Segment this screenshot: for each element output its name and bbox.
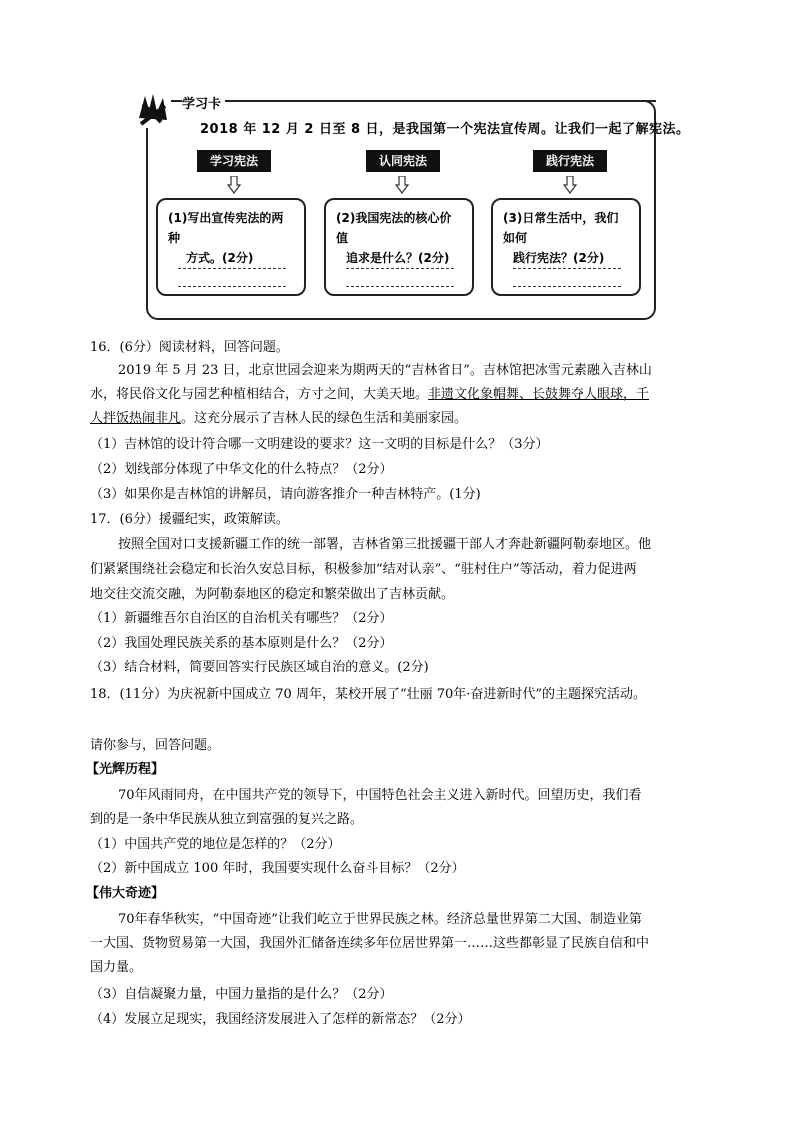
down-arrow-icon	[563, 176, 577, 194]
question-18-paragraph: 一大国、货物贸易第一大国，我国外汇储备连续多年位居世界第一……这些都彰显了民族自信和中	[90, 936, 650, 951]
question-box-3	[491, 198, 641, 296]
answer-line	[513, 268, 621, 269]
down-arrow-icon	[227, 176, 241, 194]
question-16-sub-1: （1）吉林馆的设计符合哪一文明建设的要求？这一文明的目标是什么？（3分）	[90, 437, 549, 452]
question-18-invite: 请你参与，回答问题。	[90, 738, 221, 753]
card-title: 学习卡	[182, 93, 225, 112]
answer-line	[178, 268, 286, 269]
answer-line	[513, 286, 621, 287]
question-18-paragraph: 70年风雨同舟，在中国共产党的领导下，中国特色社会主义进入新时代。回望历史，我们看	[118, 788, 642, 803]
answer-line	[346, 268, 454, 269]
section-heading-miracle: 【伟大奇迹】	[86, 886, 165, 901]
column-heading-study: 学习宪法	[197, 150, 271, 172]
question-text: (3)日常生活中，我们如何	[503, 211, 619, 245]
question-18-sub-2: （2）新中国成立 100 年时，我国要实现什么奋斗目标？（2分）	[90, 861, 465, 876]
question-16-sub-3: （3）如果你是吉林馆的讲解员，请向游客推介一种吉林特产。(1分)	[90, 487, 481, 502]
card-intro: 2018 年 12 月 2 日至 8 日，是我国第一个宪法宣传周。让我们一起了解宪法。	[200, 122, 690, 137]
text-span: 。这充分展示了吉林人民的绿色生活和美丽家园。	[181, 411, 468, 426]
question-18-paragraph: 国力量。	[90, 960, 143, 975]
question-17-paragraph: 按照全国对口支援新疆工作的统一部署，吉林省第三批援疆干部人才奔赴新疆阿勒泰地区。他	[118, 537, 652, 552]
question-18-sub-1: （1）中国共产党的地位是怎样的？（2分）	[90, 837, 341, 852]
question-text: 追求是什么？(2分)	[346, 251, 450, 265]
underlined-text: 人拌饭热闹非凡	[90, 411, 182, 426]
column-heading-practice: 践行宪法	[533, 150, 607, 172]
section-heading-glorious: 【光辉历程】	[86, 762, 165, 777]
answer-line	[178, 286, 286, 287]
question-16-paragraph: 2019 年 5 月 23 日，北京世园会迎来为期两天的“吉林省日”。吉林馆把冰雪元素融入吉林山	[118, 363, 652, 378]
question-17-sub-2: （2）我国处理民族关系的基本原则是什么？（2分）	[90, 636, 393, 651]
question-text: (2)我国宪法的核心价值	[336, 211, 452, 245]
question-text: (1)写出宣传宪法的两种	[168, 211, 284, 245]
column-heading-identify: 认同宪法	[366, 150, 440, 172]
question-18-sub-4: （4）发展立足现实，我国经济发展进入了怎样的新常态？（2分）	[90, 1012, 471, 1027]
question-box-2	[324, 198, 474, 296]
card-top-rule	[244, 100, 656, 102]
question-17-sub-3: （3）结合材料，简要回答实行民族区域自治的意义。(2分)	[90, 660, 429, 675]
question-18-paragraph: 70年春华秋实，“中国奇迹”让我们屹立于世界民族之林。经济总量世界第二大国、制造业第	[118, 912, 642, 927]
underlined-text: 非遗文化象帽舞、长鼓舞夺人眼球，千	[428, 387, 650, 402]
question-18-heading: 18．(11分）为庆祝新中国成立 70 周年，某校开展了“壮丽 70年·奋进新时代”的主题探究活动。	[90, 687, 647, 702]
question-17-paragraph: 们紧紧围绕社会稳定和长治久安总目标，积极参加“结对认亲”、“驻村住户”等活动，着力促进两	[90, 562, 637, 577]
down-arrow-icon	[395, 176, 409, 194]
question-text: 方式。(2分)	[186, 251, 254, 265]
question-17-paragraph: 地交往交流交融，为阿勒泰地区的稳定和繁荣做出了吉林贡献。	[90, 587, 455, 602]
answer-line	[346, 286, 454, 287]
question-18-paragraph: 到的是一条中华民族从独立到富强的复兴之路。	[90, 812, 364, 827]
question-17-heading: 17．(6分）援疆纪实，政策解读。	[90, 512, 289, 527]
question-box-1	[156, 198, 306, 296]
question-16-paragraph	[90, 409, 467, 429]
question-17-sub-1: （1）新疆维吾尔自治区的自治机关有哪些？（2分）	[90, 611, 393, 626]
question-18-sub-3: （3）自信凝聚力量，中国力量指的是什么？（2分）	[90, 987, 393, 1002]
question-16-heading: 16．(6分）阅读材料，回答问题。	[90, 340, 289, 355]
text-span: 水，将民俗文化与园艺种植相结合，方寸之间，大美天地。	[90, 387, 429, 402]
question-16-sub-2: （2）划线部分体现了中华文化的什么特点？（2分）	[90, 462, 393, 477]
question-text: 践行宪法？(2分)	[513, 251, 605, 265]
question-16-paragraph	[90, 385, 649, 405]
card-logo-icon	[135, 88, 171, 128]
